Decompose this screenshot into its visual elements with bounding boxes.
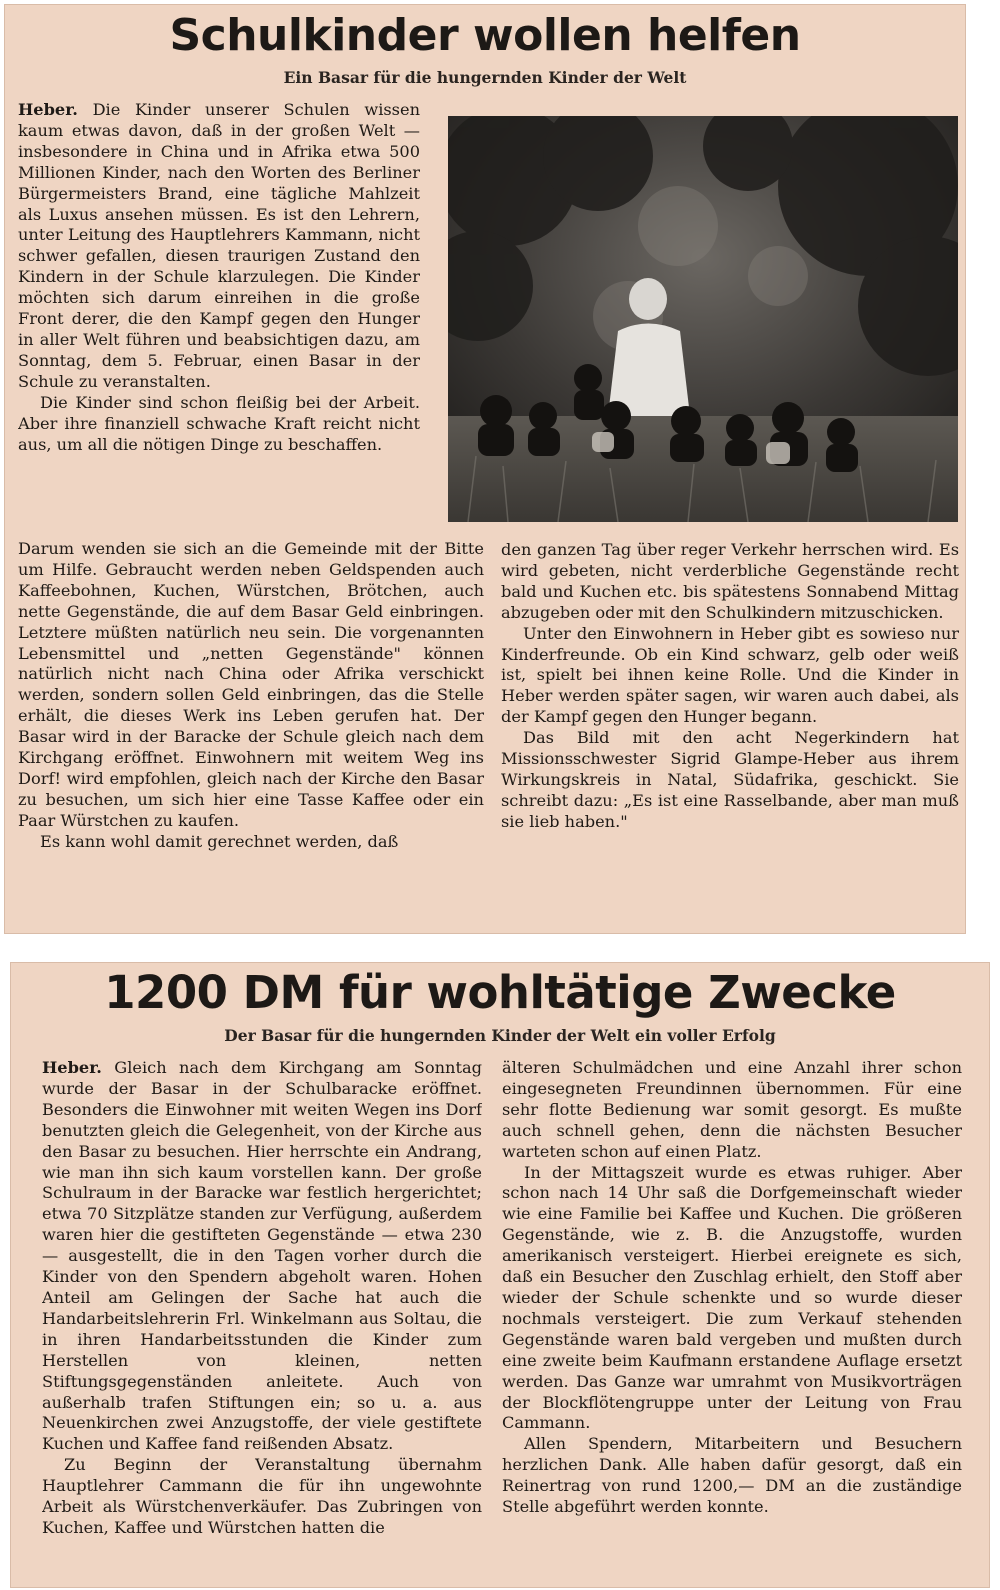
article-1-column-left-lower <box>18 539 484 919</box>
article-1-paragraph: Die Kinder sind schon fleißig bei der Arbeit. Aber ihre finanziell schwache Kraft reicht nicht aus, um all die nötigen Dinge zu beschaffen. <box>18 392 420 454</box>
article-2-paragraph: älteren Schulmädchen und eine Anzahl ihrer schon eingesegneten Freundinnen übernommen. Für eine sehr flotte Bedienung war somit gesorgt. Es mußte auch schnell gehen, denn die nächsten Besucher warteten schon auf einen Platz. <box>502 1058 962 1161</box>
article-1-column-right <box>501 540 959 920</box>
newspaper-clipping-1 <box>4 4 966 934</box>
article-2-paragraph: Allen Spendern, Mitarbeitern und Besuchern herzlichen Dank. Alle haben dafür gesorgt, daß ein Reinertrag von rund 1200,— DM an die zuständige Stelle abgeführt werden konnte. <box>502 1434 962 1517</box>
article-1-paragraph: Es kann wohl damit gerechnet werden, daß <box>40 831 399 851</box>
article-2-headline: 1200 DM für wohltätige Zwecke <box>104 966 896 1019</box>
article-1-subhead: Ein Basar für die hungernden Kinder der Welt <box>283 68 687 87</box>
newspaper-clipping-2 <box>10 962 990 1588</box>
article-2-subhead: Der Basar für die hungernden Kinder der Welt ein voller Erfolg <box>224 1026 776 1045</box>
children-photo <box>448 116 958 522</box>
article-2-paragraph: Gleich nach dem Kirchgang am Sonntag wurde der Basar in der Schulbaracke eröffnet. Besonders die Einwohner mit weiten Wegen ins Dorf benutzten gleich die Gelegenheit, von der Kirche aus den Basar zu besuchen. Hier herrschte ein Andrang, wie man ihn sich kaum vorstellen kann. Der große Schulraum in der Baracke war festlich hergerichtet; etwa 70 Sitzplätze standen zur Verfügung, außerdem waren hier die gestifteten Gegenstände — etwa 230 — ausgestellt, die in den Tagen vorher durch die Kinder von den Spendern abgeholt waren. Hohen Anteil am Gelingen der Sache hat auch die Handarbeitslehrerin Frl. Winkelmann aus Soltau, die in ihren Handarbeitsstunden die Kinder zum Herstellen von kleinen, netten Stiftungsgegenständen anleitete. Auch von außerhalb trafen Stiftungen ein; so u. a. aus Neuenkirchen zwei Anzugstoffe, der viele gestiftete Kuchen und Kaffee fand reißenden Absatz. <box>42 1058 482 1454</box>
article-2-column-right <box>502 1058 962 1583</box>
article-1-paragraph: Unter den Einwohnern in Heber gibt es sowieso nur Kinderfreunde. Ob ein Kind schwarz, gelb oder weiß ist, spielt bei ihnen keine Rolle. Und die Kinder in Heber werden später sagen, wir waren auch dabei, als der Kampf gegen den Hunger begann. <box>501 623 959 727</box>
article-2-paragraph: In der Mittagszeit wurde es etwas ruhiger. Aber schon nach 14 Uhr saß die Dorfgemeinschaft wieder wie eine Familie bei Kaffee und Kuchen. Die größeren Gegenstände, wie z. B. die Anzugstoffe, wurden amerikanisch versteigert. Hierbei ereignete es sich, daß ein Besucher den Zuschlag erhielt, den Stoff aber wieder der Schule schenkte und so wurde dieser nochmals versteigert. Die zum Verkauf stehenden Gegenstände waren bald vergeben und mußten durch eine zweite beim Kaufmann erstandene Auflage ersetzt werden. Das Ganze war umrahmt von Musikvorträgen der Blockflötengruppe unter der Leitung von Frau Cammann. <box>502 1162 962 1433</box>
article-1-column-left <box>18 100 420 538</box>
article-2-dateline: Heber. <box>42 1058 102 1077</box>
article-1-paragraph: Darum wenden sie sich an die Gemeinde mit der Bitte um Hilfe. Gebraucht werden neben Geldspenden auch Kaffeebohnen, Kuchen, Würstchen, Brötchen, auch nette Gegenstände, die auf dem Basar Geld einbringen. Letztere müßten natürlich neu sein. Die vorgenannten Lebensmittel und „netten Gegenstände" können natürlich nicht nach China oder Afrika verschickt werden, sondern sollen Geld einbringen, das die Stelle erhält, die dieses Werk ins Leben gerufen hat. Der Basar wird in der Baracke der Schule gleich nach dem Kirchgang eröffnet. Einwohnern mit weitem Weg ins Dorf! wird empfohlen, gleich nach der Kirche den Basar zu besuchen, um sich hier eine Tasse Kaffee oder ein Paar Würstchen zu kaufen. <box>18 539 484 830</box>
article-1-paragraph: Das Bild mit den acht Negerkindern hat Missionsschwester Sigrid Glampe-Heber aus ihrem Wirkungskreis in Natal, Südafrika, geschickt. Sie schreibt dazu: „Es ist eine Rasselbande, aber man muß sie lieb haben." <box>501 728 959 831</box>
article-1-dateline: Heber. <box>18 100 78 119</box>
article-2-column-left <box>42 1058 482 1583</box>
article-1-paragraph: den ganzen Tag über reger Verkehr herrschen wird. Es wird gebeten, nicht verderbliche Gegenstände recht bald und Kuchen etc. bis spätestens Sonnabend Mittag abzugeben oder mit den Schulkindern mitzuschicken. <box>501 540 959 622</box>
article-2-paragraph: Zu Beginn der Veranstaltung übernahm Hauptlehrer Cammann die für ihn ungewohnte Arbeit als Würstchenverkäufer. Das Zubringen von Kuchen, Kaffee und Würstchen hatten die <box>42 1455 482 1537</box>
article-1-headline: Schulkinder wollen helfen <box>169 10 801 61</box>
article-1-paragraph: Die Kinder unserer Schulen wissen kaum etwas davon, daß in der großen Welt — insbesondere in China und in Afrika etwa 500 Millionen Kinder, nach den Worten des Berliner Bürgermeisters Brand, eine tägliche Mahlzeit als Luxus ansehen müssen. Es ist den Lehrern, unter Leitung des Hauptlehrers Kammann, nicht schwer gefallen, diesen traurigen Zustand den Kindern in der Schule klarzulegen. Die Kinder möchten sich darum einreihen in die große Front derer, die den Kampf gegen den Hunger in aller Welt führen und beabsichtigen dazu, am Sonntag, dem 5. Februar, einen Basar in der Schule zu veranstalten. <box>18 100 420 391</box>
